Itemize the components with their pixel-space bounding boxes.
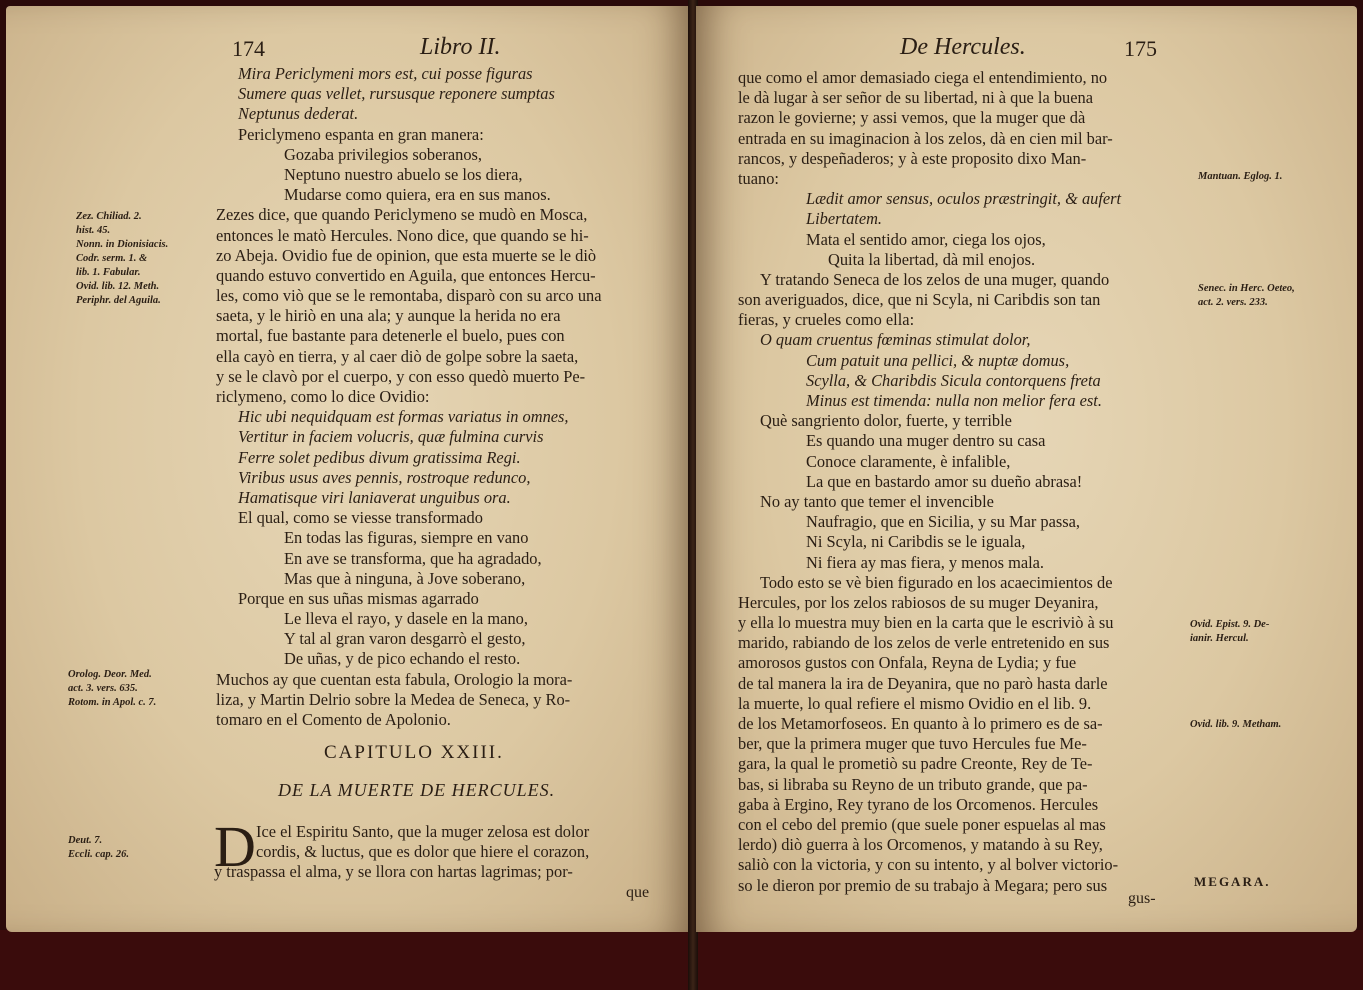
text-line: Es quando una muger dentro su casa (806, 431, 1046, 451)
margin-note-line: Ovid. lib. 9. Metham. (1190, 719, 1282, 730)
chapter-subtitle: DE LA MUERTE DE HERCULES. (278, 780, 556, 800)
text-line: Minus est timenda: nulla non melior fera est. (806, 391, 1102, 410)
text-line: riclymeno, como lo dice Ovidio: (216, 387, 430, 406)
text-line: Viribus usus aves pennis, rostroque redunco, (238, 467, 531, 487)
text-line: y ella lo muestra muy bien en la carta que le escriviò à su (738, 613, 1114, 633)
text-line: tomaro en el Comento de Apolonio. (216, 710, 451, 729)
margin-note-sources-c (68, 834, 129, 862)
text-line: En ave se transforma, que ha agradado, (284, 548, 542, 568)
margin-note-sources-a (76, 210, 168, 308)
text-line: Hamatisque viri laniaverat unguibus ora. (238, 487, 511, 507)
side-heading-megara: MEGARA. (1194, 874, 1271, 889)
text-line: lerdo) diò guerra à los Orcomenos, y matando à su Rey, (738, 835, 1103, 855)
text-line: la muerte, lo qual refiere el mismo Ovidio en el lib. 9. (738, 693, 1092, 713)
margin-note-line: Orolog. Deor. Med. (68, 669, 152, 680)
text-line: Y tratando Seneca de los zelos de una muger, quando (760, 269, 1110, 289)
table-surface (0, 930, 1363, 990)
text-line: Gozaba privilegios soberanos, (284, 144, 483, 164)
margin-note-line: Mantuan. Eglog. 1. (1198, 171, 1283, 182)
right-running-head: De Hercules. (900, 34, 1026, 60)
text-line: Mudarse como quiera, era en sus manos. (284, 185, 551, 205)
text-line: Todo esto se vè bien figurado en los acaecimientos de (760, 572, 1113, 592)
text-line: Ni fiera ay mas fiera, y menos mala. (806, 552, 1045, 572)
text-line: ella cayò en tierra, y al caer diò de golpe sobre la saeta, (216, 346, 579, 366)
text-line: quando estuvo convertido en Aguila, que entonces Hercu- (216, 265, 596, 285)
text-line: de tal manera la ira de Deyanira, que no parò hasta darle (738, 673, 1108, 693)
text-line: Lædit amor sensus, oculos præstringit, & aufert (806, 189, 1122, 209)
text-line: Conoce claramente, è infalible, (806, 451, 1011, 471)
margin-note-ovid-meth (1190, 718, 1281, 732)
margin-note-line: act. 3. vers. 635. (68, 683, 138, 694)
text-line: cordis, & luctus, que es dolor que hiere el corazon, (256, 842, 590, 862)
left-running-head: Libro II. (420, 34, 501, 60)
text-line: so le dieron por premio de su trabajo à Megara; pero sus (738, 875, 1108, 895)
text-line: Vertitur in faciem volucris, quæ fulmina curvis (238, 427, 544, 447)
right-catchword: gus- (1128, 890, 1156, 907)
text-line: y se le clavò por el cuerpo, y con esso quedò muerto Pe- (216, 366, 586, 386)
text-line: Mira Periclymeni mors est, cui posse figuras (238, 64, 533, 83)
margin-note-line: Senec. in Herc. Oeteo, (1198, 283, 1295, 294)
text-line: Hic ubi nequidquam est formas variatus in omnes, (238, 407, 569, 427)
margin-note-sources-b (68, 668, 156, 710)
text-line: saeta, y le hiriò en una ala; y aunque la herida no era (216, 306, 561, 326)
text-line: Y tal al gran varon desgarrò el gesto, (284, 629, 526, 649)
text-line: razon le govierne; y assi vemos, que la muger que dà (738, 108, 1086, 128)
margin-note-line: Periphr. del Aguila. (76, 295, 161, 306)
text-line: ber, que la primera muger que tuvo Hercules fue Me- (738, 734, 1087, 754)
margin-note-line: ianir. Hercul. (1190, 633, 1249, 644)
chapter-title: CAPITULO XXIII. (324, 742, 504, 763)
text-line: entrada en su imaginacion à los zelos, dà en cien mil bar- (738, 128, 1113, 148)
text-line: Periclymeno espanta en gran manera: (238, 124, 484, 144)
margin-note-seneca (1198, 282, 1295, 310)
text-line: fieras, y crueles como ella: (738, 310, 915, 330)
text-line: De uñas, y de pico echando el resto. (284, 649, 521, 669)
text-line: entonces le matò Hercules. Nono dice, que quando se hi- (216, 225, 589, 245)
right-page (696, 6, 1357, 932)
text-line: No ay tanto que temer el invencible (760, 491, 994, 511)
right-main-text (738, 68, 1121, 896)
text-line: le dà lugar à ser señor de su libertad, ni à que la buena (738, 88, 1093, 108)
text-line: Zezes dice, que quando Periclymeno se mudò en Mosca, (216, 205, 588, 225)
margin-note-line: Rotom. in Apol. c. 7. (68, 697, 157, 708)
text-line: gaba à Ergino, Rey tyrano de los Orcomenos. Hercules (738, 794, 1099, 814)
text-line: Què sangriento dolor, fuerte, y terrible (760, 411, 1012, 431)
margin-note-line: Deut. 7. (68, 835, 103, 846)
text-line: que como el amor demasiado ciega el entendimiento, no (738, 68, 1108, 87)
text-line: En todas las figuras, siempre en vano (284, 528, 529, 548)
margin-note-ovid-epist (1190, 618, 1269, 646)
text-line: Cum patuit una pellici, & nuptæ domus, (806, 350, 1070, 370)
margin-note-line: act. 2. vers. 233. (1198, 297, 1268, 308)
text-line: gara, la qual le prometiò su padre Creonte, Rey de Te- (738, 754, 1093, 774)
margin-note-mantuan (1198, 170, 1282, 184)
chapter-opening-text (214, 822, 589, 883)
text-line: y traspassa el alma, y se llora con hartas lagrimas; por- (214, 862, 573, 882)
margin-note-line: lib. 1. Fabular. (76, 267, 141, 278)
text-line: Mata el sentido amor, ciega los ojos, (806, 229, 1046, 249)
text-line: son averiguados, dice, que ni Scyla, ni Caribdis son tan (738, 290, 1101, 310)
left-main-text (216, 64, 602, 730)
left-catchword: que (626, 884, 650, 901)
margin-note-line: Codr. serm. 1. & (76, 253, 148, 264)
text-line: zo Abeja. Ovidio fue de opinion, que esta muerte se le diò (216, 245, 597, 265)
text-line: Ni Scyla, ni Caribdis se le iguala, (806, 532, 1026, 552)
text-line: marido, rabiando de los zelos de verle entretenido en sus (738, 633, 1110, 653)
drop-cap: D (214, 814, 256, 879)
text-line: Mas que à ninguna, à Jove soberano, (284, 568, 526, 588)
text-line: O quam cruentus fœminas stimulat dolor, (760, 330, 1031, 350)
text-line: mortal, fue bastante para detenerle el buelo, pues con (216, 326, 565, 346)
text-line: Quita la libertad, dà mil enojos. (828, 249, 1036, 269)
text-line: La que en bastardo amor su dueño abrasa! (806, 471, 1083, 491)
text-line: Muchos ay que cuentan esta fabula, Orologio la mora- (216, 669, 573, 689)
text-line: El qual, como se viesse transformado (238, 508, 483, 528)
text-line: Hercules, por los zelos rabiosos de su muger Deyanira, (738, 592, 1099, 612)
right-page-number: 175 (1124, 36, 1157, 61)
text-line: Libertatem. (806, 209, 883, 229)
text-line: Porque en sus uñas mismas agarrado (238, 588, 479, 608)
text-line: rancos, y despeñaderos; y à este proposito dixo Man- (738, 148, 1087, 168)
text-line: Naufragio, que en Sicilia, y su Mar passa, (806, 512, 1081, 532)
text-line: bas, si libraba su Reyno de un tributo grande, que pa- (738, 774, 1088, 794)
margin-note-line: Ovid. Epist. 9. De- (1190, 619, 1270, 630)
text-line: Le lleva el rayo, y dasele en la mano, (284, 609, 528, 629)
text-line: amorosos gustos con Onfala, Reyna de Lydia; y fue (738, 653, 1077, 673)
text-line: Sumere quas vellet, rursusque reponere sumptas (238, 84, 555, 104)
left-page (6, 6, 690, 932)
margin-note-line: hist. 45. (76, 225, 111, 236)
left-page-number: 174 (232, 36, 265, 61)
margin-note-line: Nonn. in Dionisiacis. (76, 239, 169, 250)
text-line: con el cebo del premio (que suele poner espuelas al mas (738, 814, 1106, 834)
margin-note-line: Ovid. lib. 12. Meth. (76, 281, 160, 292)
text-line: de los Metamorfoseos. En quanto à lo primero es de sa- (738, 714, 1103, 733)
margin-note-line: Eccli. cap. 26. (68, 849, 129, 860)
text-line: tuano: (738, 168, 779, 188)
text-line: Neptuno nuestro abuelo se los diera, (284, 164, 523, 184)
text-line: les, como viò que se le remontaba, disparò con su arco una (216, 286, 602, 306)
margin-note-line: Zez. Chiliad. 2. (76, 211, 142, 222)
text-line: Neptunus dederat. (238, 104, 359, 124)
text-line: saliò con la victoria, y con su intento, y al bolver victorio- (738, 855, 1119, 875)
text-line: Ferre solet pedibus divum gratissima Regi. (238, 447, 521, 467)
text-line: liza, y Martin Delrio sobre la Medea de Seneca, y Ro- (216, 689, 571, 709)
text-line: Scylla, & Charibdis Sicula contorquens freta (806, 370, 1101, 390)
text-line: Ice el Espiritu Santo, que la muger zelosa est dolor (256, 822, 590, 841)
